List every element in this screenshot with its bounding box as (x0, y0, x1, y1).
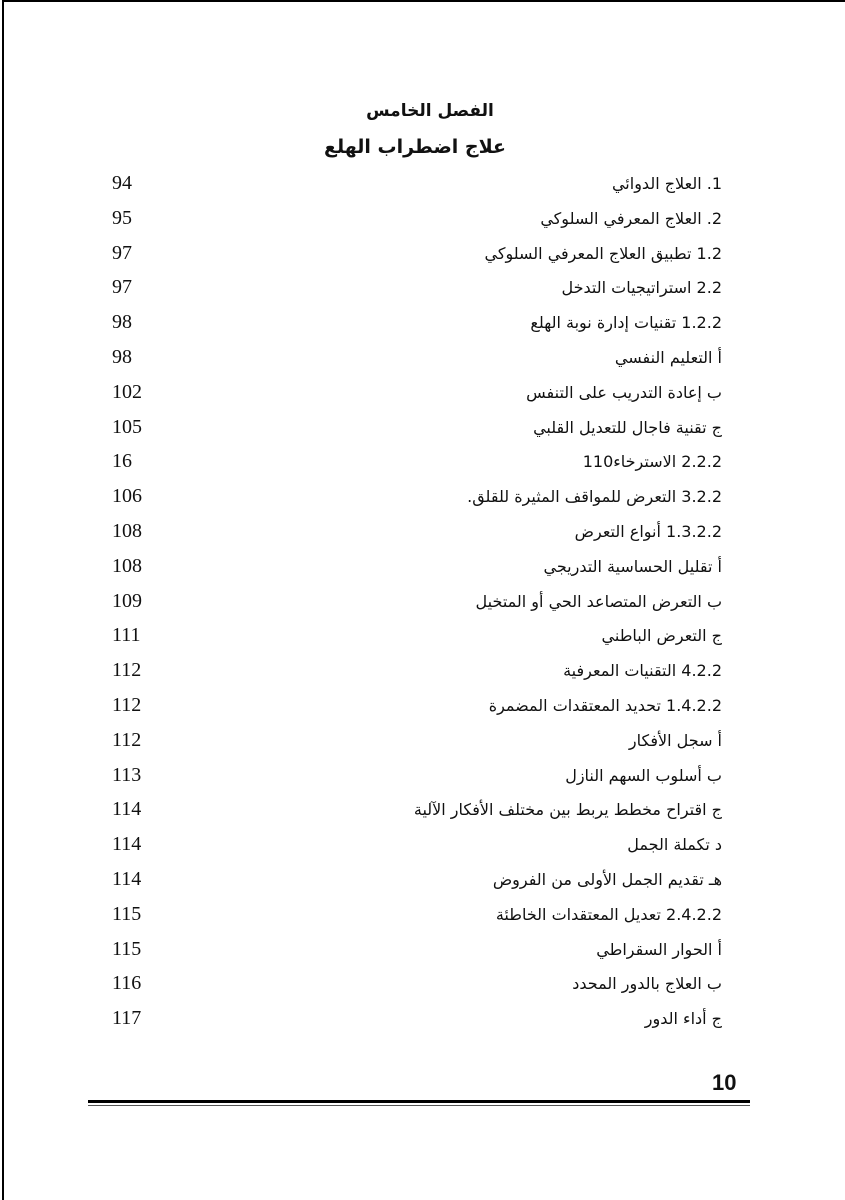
toc-entry-label: ج اقتراح مخطط يربط بين مختلف الأفكار الآلية (413, 800, 722, 820)
toc-row (100, 932, 730, 967)
toc-page-number: 113 (112, 763, 142, 786)
toc-row (100, 201, 730, 236)
toc-row (100, 653, 730, 688)
toc-entry-label: 1.2 تطبيق العلاج المعرفي السلوكي (484, 243, 722, 263)
toc-entry-label: 1.3.2.2 أنواع التعرض (574, 521, 722, 541)
toc-row (100, 514, 730, 549)
toc-row (100, 236, 730, 271)
toc-page-number: 114 (112, 867, 142, 890)
toc-entry-label: ب أسلوب السهم النازل (565, 765, 722, 785)
chapter-title: الفصل الخامس (366, 101, 494, 121)
toc-entry-label: 1.4.2.2 تحديد المعتقدات المضمرة (488, 695, 722, 715)
toc-page-number: 114 (112, 833, 142, 856)
toc-row (100, 827, 730, 862)
toc-entry-label: ب التعرض المتصاعد الحي أو المتخيل (475, 591, 722, 611)
footer-divider-thin (88, 1105, 750, 1106)
table-of-contents (100, 166, 730, 1036)
toc-page-number: 95 (112, 206, 132, 229)
footer-divider (88, 1100, 750, 1103)
toc-row (100, 479, 730, 514)
toc-page-number: 112 (112, 728, 142, 751)
toc-page-number: 112 (112, 693, 142, 716)
toc-page-number: 16 (112, 450, 132, 473)
toc-row (100, 375, 730, 410)
toc-entry-label: 3.2.2 التعرض للمواقف المثيرة للقلق. (467, 487, 722, 507)
toc-row (100, 584, 730, 619)
toc-entry-label: أ تقليل الحساسية التدريجي (543, 556, 722, 576)
toc-page-number: 112 (112, 659, 142, 682)
toc-page-number: 116 (112, 972, 142, 995)
toc-entry-label: 2.2 استراتيجيات التدخل (561, 278, 722, 298)
toc-entry-label: ج تقنية فاجال للتعديل القلبي (533, 417, 722, 437)
toc-entry-label: ج أداء الدور (644, 1009, 722, 1029)
toc-page-number: 108 (112, 554, 142, 577)
toc-entry-label: أ التعليم النفسي (614, 347, 722, 367)
toc-page-number: 111 (112, 624, 141, 647)
toc-page-number: 117 (112, 1007, 142, 1030)
toc-entry-label: هـ تقديم الجمل الأولى من الفروض (492, 869, 722, 889)
toc-row (100, 305, 730, 340)
toc-entry-label: 2.2.2 الاسترخاء110 (582, 452, 722, 472)
toc-row (100, 758, 730, 793)
toc-entry-label: أ الحوار السقراطي (596, 939, 722, 959)
toc-page-number: 108 (112, 519, 142, 542)
section-title: علاج اضطراب الهلع (323, 136, 507, 158)
toc-row (100, 966, 730, 1001)
toc-page-number: 109 (112, 589, 142, 612)
toc-page-number: 115 (112, 937, 142, 960)
toc-row (100, 340, 730, 375)
toc-row (100, 1001, 730, 1036)
toc-page-number: 105 (112, 415, 142, 438)
page-border-left (2, 0, 4, 1200)
toc-row (100, 444, 730, 479)
toc-entry-label: ج التعرض الباطني (601, 626, 722, 646)
toc-page-number: 94 (112, 172, 132, 194)
toc-row (100, 897, 730, 932)
toc-entry-label: 2.4.2.2 تعديل المعتقدات الخاطئة (495, 904, 722, 924)
footer-page-number: 10 (712, 1070, 737, 1095)
toc-row (100, 270, 730, 305)
toc-row (100, 410, 730, 445)
toc-entry-label: 4.2.2 التقنيات المعرفية (563, 661, 722, 681)
toc-row (100, 166, 730, 201)
toc-entry-label: ب العلاج بالدور المحدد (572, 974, 722, 994)
toc-entry-label: د تكملة الجمل (627, 835, 722, 855)
toc-row (100, 688, 730, 723)
toc-entry-label: أ سجل الأفكار (628, 730, 722, 750)
page-border-top (2, 0, 845, 2)
toc-page-number: 98 (112, 345, 132, 368)
toc-row (100, 618, 730, 653)
toc-entry-label: 2. العلاج المعرفي السلوكي (540, 208, 722, 228)
toc-row (100, 862, 730, 897)
toc-entry-label: 1.2.2 تقنيات إدارة نوبة الهلع (530, 313, 722, 333)
toc-page-number: 97 (112, 241, 132, 264)
toc-page-number: 106 (112, 485, 142, 508)
toc-page-number: 102 (112, 380, 142, 403)
toc-page-number: 114 (112, 798, 142, 821)
toc-page-number: 98 (112, 311, 132, 334)
toc-entry-label: 1. العلاج الدوائي (611, 174, 722, 193)
toc-entry-label: ب إعادة التدريب على التنفس (526, 382, 722, 402)
toc-row (100, 549, 730, 584)
toc-row (100, 723, 730, 758)
toc-page-number: 115 (112, 902, 142, 925)
toc-row (100, 792, 730, 827)
toc-page-number: 97 (112, 276, 132, 299)
